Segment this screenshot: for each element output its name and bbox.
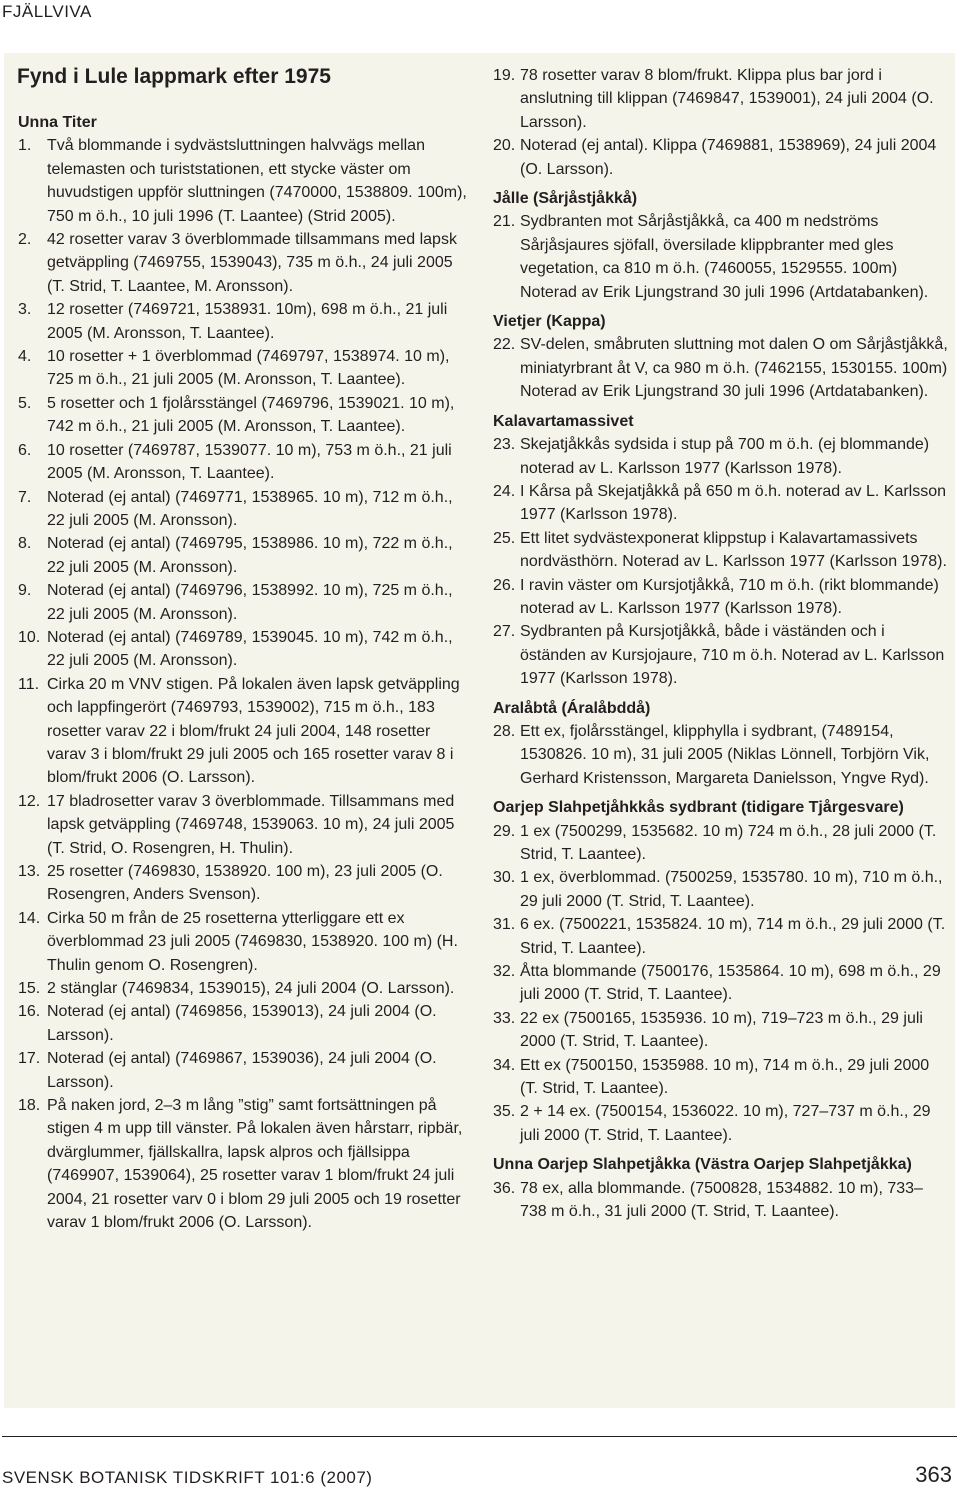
running-head: FJÄLLVIVA: [2, 2, 92, 21]
entry-number: 20.: [493, 137, 516, 155]
entry-number: 29.: [493, 822, 516, 840]
entry-number: 27.: [493, 623, 516, 641]
list-item: [18, 1000, 470, 1047]
list-item: [493, 620, 948, 690]
entry-number: 2.: [18, 231, 32, 249]
list-item: [18, 673, 470, 790]
entry-number: 17.: [18, 1050, 41, 1068]
article-panel: [4, 53, 955, 1408]
entry-text: SV-delen, småbruten sluttning mot dalen O om Sårjåstjåkkå, miniatyrbrant åt V, ca 980 m ö.h. (7462155, 1530155. 100m) Noterad av Erik Ljungstrand 30 juli 1996 (Artdatabanken).: [520, 336, 948, 401]
list-item: [493, 1177, 948, 1224]
entry-number: 7.: [18, 488, 32, 506]
list-item: [18, 907, 470, 977]
entry-text: Noterad (ej antal) (7469771, 1538965. 10 m), 712 m ö.h., 22 juli 2005 (M. Aronsson).: [47, 488, 453, 529]
entry-text: Åtta blommande (7500176, 1535864. 10 m), 698 m ö.h., 29 juli 2000 (T. Strid, T. Laantee).: [520, 963, 941, 1004]
entry-number: 1.: [18, 137, 32, 155]
section-heading: Oarjep Slahpetjåhkkås sydbrant (tidigare Tjårgesvare): [493, 799, 904, 817]
entry-number: 25.: [493, 529, 516, 547]
entry-text: 10 rosetter (7469787, 1539077. 10 m), 753 m ö.h., 21 juli 2005 (M. Aronsson, T. Laantee).: [47, 441, 452, 483]
article-title: Fynd i Lule lappmark efter 1975: [17, 65, 331, 88]
section-heading: Kalavartamassivet: [493, 412, 634, 430]
list-item: [18, 860, 470, 907]
list-item: [18, 392, 470, 439]
entry-number: 6.: [18, 441, 32, 459]
page-number: 363: [915, 1462, 952, 1487]
entry-text: Ett litet sydvästexponerat klippstup i Kalavartamassivets nordvästhörn. Noterad av L. Karlsson 1977 (Karlsson 1978).: [520, 529, 947, 571]
list-item: [18, 626, 470, 673]
list-item: [493, 913, 948, 960]
right-column: [493, 53, 948, 1224]
entry-text: 22 ex (7500165, 1535936. 10 m), 719–723 m ö.h., 29 juli 2000 (T. Strid, T. Laantee).: [520, 1009, 923, 1051]
list-item: [493, 210, 948, 304]
entry-text: Ett ex, fjolårsstängel, klipphylla i sydbrant, (7489154, 1530826. 10 m), 31 juli 2005 (Niklas Lönnell, Torbjörn Vik, Gerhard Kristensson, Margareta Danielsson, Yngve Ryd).: [520, 722, 930, 787]
entry-text: 6 ex. (7500221, 1535824. 10 m), 714 m ö.h., 29 juli 2000 (T. Strid, T. Laantee).: [520, 916, 946, 957]
entry-text: 17 bladrosetter varav 3 överblommade. Tillsammans med lapsk getväppling (7469748, 1539063. 10 m), 24 juli 2005 (T. Strid, O. Rosengren, H. Thulin).: [47, 792, 455, 857]
list-item: [18, 345, 470, 392]
section-heading: Unna Titer: [18, 114, 97, 131]
list-item: [18, 532, 470, 579]
entry-text: 25 rosetter (7469830, 1538920. 100 m), 23 juli 2005 (O. Rosengren, Anders Svenson).: [47, 863, 443, 904]
list-item: [18, 1094, 470, 1234]
entry-number: 19.: [493, 67, 516, 84]
entry-text: Sydbranten mot Sårjåstjåkkå, ca 400 m nedströms Sårjåsjaures sjöfall, översilade klippbranter med gles vegetation, ca 810 m ö.h. (7460055, 1529555. 100m) Noterad av Erik Ljungstrand 30 juli 1996 (Artdatabanken).: [520, 213, 929, 301]
entry-number: 10.: [18, 628, 41, 646]
entry-text: Noterad (ej antal). Klippa (7469881, 1538969), 24 juli 2004 (O. Larsson).: [520, 137, 937, 178]
list-item: [18, 439, 470, 486]
entry-text: 2 + 14 ex. (7500154, 1536022. 10 m), 727–737 m ö.h., 29 juli 2000 (T. Strid, T. Laantee).: [520, 1103, 931, 1144]
list-item: [493, 64, 948, 134]
list-item: [18, 1047, 470, 1094]
entry-number: 11.: [18, 675, 40, 693]
entry-number: 21.: [493, 213, 516, 231]
entry-text: 1 ex (7500299, 1535682. 10 m) 724 m ö.h., 28 juli 2000 (T. Strid, T. Laantee).: [520, 822, 937, 863]
list-item: [493, 433, 948, 480]
entry-number: 35.: [493, 1103, 516, 1121]
entry-number: 16.: [18, 1003, 41, 1021]
entry-number: 23.: [493, 436, 516, 454]
entry-number: 9.: [18, 582, 32, 600]
entry-number: 4.: [18, 348, 32, 366]
list-item: [493, 480, 948, 527]
list-item: [493, 1007, 948, 1054]
list-item: [18, 298, 470, 345]
section-heading: Aralåbtå (Áralåbddå): [493, 699, 651, 717]
entry-number: 36.: [493, 1179, 516, 1197]
list-item: [18, 486, 470, 533]
entry-text: Sydbranten på Kursjotjåkkå, både i väständen och i öständen av Kursjojaure, 710 m ö.h. Noterad av L. Karlsson 1977 (Karlsson 1978).: [520, 623, 945, 688]
entry-number: 33.: [493, 1009, 516, 1027]
entry-number: 14.: [18, 909, 41, 927]
entry-number: 24.: [493, 482, 516, 500]
entry-number: 30.: [493, 869, 516, 887]
entry-number: 22.: [493, 336, 516, 354]
entry-text: Cirka 50 m från de 25 rosetterna ytterliggare ett ex överblommad 23 juli 2005 (7469830, 1538920. 100 m) (H. Thulin genom O. Rosengren).: [47, 909, 458, 974]
footer-rule: [2, 1436, 957, 1437]
entry-number: 26.: [493, 576, 516, 594]
entry-text: 5 rosetter och 1 fjolårsstängel (7469796, 1539021. 10 m), 742 m ö.h., 21 juli 2005 (M. Aronsson, T. Laantee).: [47, 394, 455, 436]
entry-text: 2 stänglar (7469834, 1539015), 24 juli 2004 (O. Larsson).: [47, 980, 455, 998]
entry-number: 34.: [493, 1056, 516, 1074]
list-item: [18, 790, 470, 860]
entry-text: Två blommande i sydvästsluttningen halvvägs mellan telemasten och turiststationen, ett stycke väster om huvudstigen uppför sluttningen (7470000, 1538809. 100m), 750 m ö.h., 10 juli 1996 (T. Laantee) (Strid 2005).: [47, 137, 467, 225]
entry-number: 32.: [493, 963, 516, 981]
entry-text: 42 rosetter varav 3 överblommade tillsammans med lapsk getväppling (7469755, 1539043), 735 m ö.h., 24 juli 2005 (T. Strid, T. Laantee, M. Aronsson).: [47, 231, 457, 295]
entry-number: 28.: [493, 722, 516, 740]
entry-number: 12.: [18, 792, 41, 810]
entry-number: 3.: [18, 301, 32, 319]
entry-number: 8.: [18, 535, 32, 553]
list-item: [493, 574, 948, 621]
list-item: [493, 720, 948, 790]
entry-text: Ett ex (7500150, 1535988. 10 m), 714 m ö.h., 29 juli 2000 (T. Strid, T. Laantee).: [520, 1056, 930, 1098]
entry-text: På naken jord, 2–3 m lång ”stig” samt fortsättningen på stigen 4 m upp till vänster. På lokalen även hårstarr, ripbär, dvärglummer, fjällskallra, lapsk alpros och fjällsippa (7469907, 1539064), 25 rosetter varav 1 blom/frukt 24 juli 2004, 21 rosetter varv 0 i blom 29 juli 2005 och 19 rosetter varav 1 blom/frukt 2006 (O. Larsson).: [47, 1097, 463, 1232]
entry-number: 18.: [18, 1097, 41, 1115]
entry-number: 5.: [18, 394, 32, 412]
list-item: [493, 527, 948, 574]
entry-text: Noterad (ej antal) (7469856, 1539013), 24 juli 2004 (O. Larsson).: [47, 1003, 437, 1044]
entry-text: I ravin väster om Kursjotjåkkå, 710 m ö.h. (rikt blommande) noterad av L. Karlsson 1977 (Karlsson 1978).: [520, 576, 939, 617]
entry-text: Noterad (ej antal) (7469867, 1539036), 24 juli 2004 (O. Larsson).: [47, 1050, 437, 1091]
entry-number: 31.: [493, 916, 516, 934]
list-item: [493, 820, 948, 867]
list-item: [18, 228, 470, 298]
entry-text: Noterad (ej antal) (7469795, 1538986. 10 m), 722 m ö.h., 22 juli 2005 (M. Aronsson).: [47, 535, 453, 576]
section-heading: Unna Oarjep Slahpetjåkka (Västra Oarjep Slahpetjåkka): [493, 1156, 912, 1174]
section-heading: Jålle (Sårjåstjåkkå): [493, 190, 638, 208]
entry-number: 15.: [18, 980, 41, 998]
list-item: [493, 333, 948, 403]
entry-text: 1 ex, överblommad. (7500259, 1535780. 10 m), 710 m ö.h., 29 juli 2000 (T. Strid, T. Laantee).: [520, 869, 943, 910]
entry-text: 12 rosetter (7469721, 1538931. 10m), 698 m ö.h., 21 juli 2005 (M. Aronsson, T. Laantee).: [47, 301, 448, 342]
entry-text: I Kårsa på Skejatjåkkå på 650 m ö.h. noterad av L. Karlsson 1977 (Karlsson 1978).: [520, 482, 947, 524]
list-item: [18, 579, 470, 626]
list-item: [493, 866, 948, 913]
section-heading: Vietjer (Kappa): [493, 313, 606, 331]
list-item: [18, 134, 470, 228]
entry-text: Cirka 20 m VNV stigen. På lokalen även lapsk getväppling och lappfingerört (7469793, 1539002), 715 m ö.h., 183 rosetter varav 22 i blom/frukt 24 juli 2004, 148 rosetter varav 3 i blom/frukt 29 juli 2005 och 165 rosetter varav 8 i blom/frukt 2006 (O. Larsson).: [47, 675, 460, 787]
entry-text: 78 ex, alla blommande. (7500828, 1534882. 10 m), 733–738 m ö.h., 31 juli 2000 (T. Strid, T. Laantee).: [520, 1179, 923, 1221]
journal-footer: SVENSK BOTANISK TIDSKRIFT 101:6 (2007): [2, 1468, 373, 1487]
entry-text: 78 rosetter varav 8 blom/frukt. Klippa plus bar jord i anslutning till klippan (7469847, 1539001), 24 juli 2004 (O. Larsson).: [520, 67, 934, 131]
list-item: [493, 960, 948, 1007]
entry-text: 10 rosetter + 1 överblommad (7469797, 1538974. 10 m), 725 m ö.h., 21 juli 2005 (M. Aronsson, T. Laantee).: [47, 348, 450, 389]
list-item: [493, 1054, 948, 1101]
entry-number: 13.: [18, 863, 41, 880]
entry-text: Skejatjåkkås sydsida i stup på 700 m ö.h. (ej blommande) noterad av L. Karlsson 1977 (Karlsson 1978).: [520, 436, 930, 477]
list-item: [493, 1100, 948, 1147]
left-column: [18, 53, 470, 1235]
entry-text: Noterad (ej antal) (7469789, 1539045. 10 m), 742 m ö.h., 22 juli 2005 (M. Aronsson).: [47, 628, 453, 670]
list-item: [18, 977, 470, 1000]
list-item: [493, 134, 948, 181]
entry-text: Noterad (ej antal) (7469796, 1538992. 10 m), 725 m ö.h., 22 juli 2005 (M. Aronsson).: [47, 582, 453, 623]
